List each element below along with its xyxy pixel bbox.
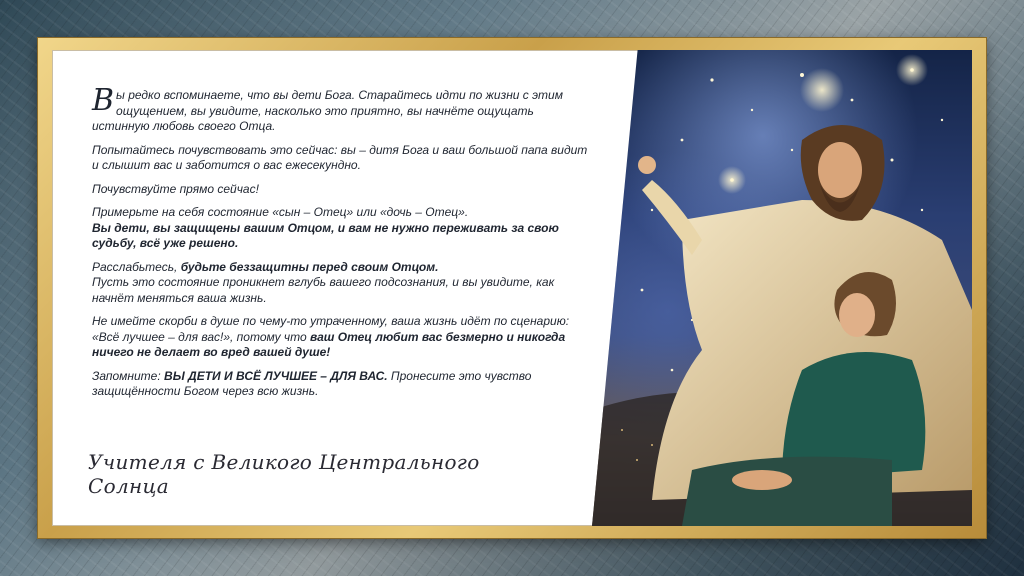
painting-jesus-and-boy — [592, 50, 972, 526]
paragraph-4-bold: Вы дети, вы защищены вашим Отцом, и вам не нужно переживать за свою судьбу, всё уже решено. — [92, 220, 559, 250]
paragraph-1-text: ы редко вспоминаете, что вы дети Бога. Старайтесь идти по жизни с этим ощущением, вы увидите, насколько это приятно, вы начнёте ощущать истинную любовь своего Отца. — [92, 88, 563, 133]
paragraph-5-bold: будьте беззащитны перед своим Отцом. — [180, 259, 439, 274]
paragraph-5 — [92, 260, 592, 307]
paragraph-3: Почувствуйте прямо сейчас! — [92, 181, 259, 196]
painting-illustration — [592, 50, 972, 526]
message-text — [92, 83, 592, 408]
paragraph-5-text: Пусть это состояние проникнет вглубь вашего подсознания, и вы увидите, как начнёт меняться ваша жизнь. — [92, 275, 555, 305]
signature: Учителя с Великого Центрального Солнца — [88, 450, 480, 498]
drop-cap: В — [92, 83, 115, 118]
gold-frame — [38, 38, 986, 538]
paragraph-6 — [92, 314, 592, 361]
paragraph-4-text: Примерьте на себя состояние «сын – Отец» или «дочь – Отец». — [92, 205, 469, 219]
paragraph-5-lead: Расслабьтесь, — [92, 259, 181, 274]
paragraph-7-lead: Запомните: — [92, 368, 165, 383]
content-card — [52, 50, 972, 526]
paragraph-1 — [92, 83, 592, 135]
paragraph-6-bold: ваш Отец любит вас безмерно и никогда ничего не делает во вред вашей душе! — [92, 329, 566, 359]
paragraph-2: Попытайтесь почувствовать это сейчас: вы – дитя Бога и ваш большой папа видит и слышит вас и заботится о вас ежесекундно. — [92, 142, 588, 172]
paragraph-6-text: Не имейте скорби в душе по чему-то утраченному, ваша жизнь идёт по сценарию: «Всё лучшее – для вас!», потому что — [92, 314, 570, 344]
paragraph-7-bold: ВЫ ДЕТИ И ВСЁ ЛУЧШЕЕ – ДЛЯ ВАС. — [164, 368, 388, 383]
paragraph-7 — [92, 369, 592, 400]
paragraph-4 — [92, 205, 592, 252]
paragraph-7-text: Пронесите это чувство защищённости Богом через всю жизнь. — [92, 368, 532, 398]
